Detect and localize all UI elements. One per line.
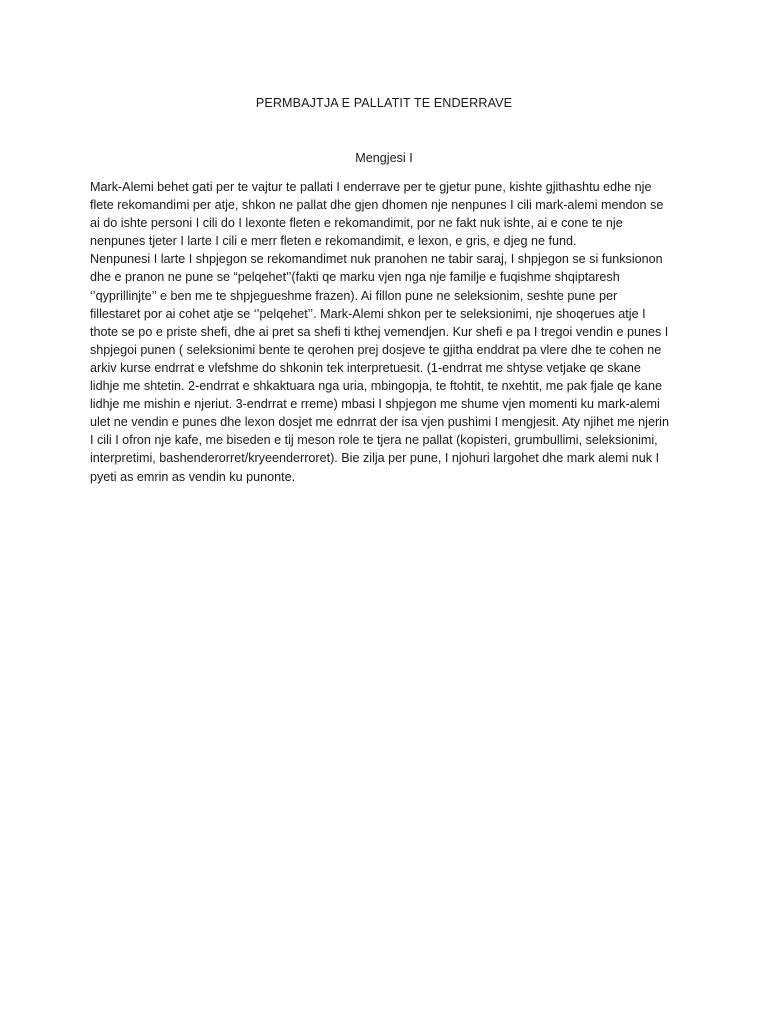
- text-line: shpjegoi punen ( seleksionimi bente te qerohen prej dosjeve te gjitha enddrat pa vlere dhe te cohen ne: [90, 342, 662, 357]
- text-line: Nenpunesi I larte I shpjegon se rekomandimet nuk pranohen ne tabir saraj, I shpjegon se si funksionon: [90, 252, 663, 267]
- text-line: Mark-Alemi behet gati per te vajtur te pallati I enderrave per te gjetur pune, kishte gjithashtu edhe nje: [90, 180, 652, 194]
- text-line: fillestaret por ai cohet atje se ‘’pelqehet’’. Mark-Alemi shkon per te seleksionimi, nje shoqerues atje I: [90, 306, 646, 321]
- text-line: arkiv kurse endrrat e vlefshme do shkonin tek interpretuesit. (1-endrrat me shtyse vetjake qe skane: [90, 360, 641, 375]
- text-line: lidhje me shtetin. 2-endrrat e shkaktuara nga uria, mbingopja, te ftohtit, te nxehtit, me pak fjale qe kane: [90, 379, 662, 394]
- text-line: lidhje me mishin e njeriut. 3-endrrat e rreme) mbasi I shpjegon me shume vjen momenti ku mark-alemi: [90, 397, 660, 412]
- body-text: [90, 178, 690, 486]
- text-line: ‘’qyprillinjte’’ e ben me te shpjegueshme frazen). Ai fillon pune ne seleksionim, seshte pune per: [90, 288, 618, 303]
- text-line: I cili I ofron nje kafe, me biseden e tij meson role te tjera ne pallat (kopisteri, grumbullimi, seleksionimi,: [90, 433, 658, 448]
- text-line: ulet ne vendin e punes dhe lexon dosjet me ednrrat der isa vjen pushimi I mengjesit. Aty njihet me njerin: [90, 415, 669, 430]
- text-line: interpretimi, bashenderorret/kryeenderroret). Bie zilja per pune, I njohuri largohet dhe mark alemi nuk I: [90, 451, 660, 466]
- text-line: flete rekomandimi per atje, shkon ne pallat dhe gjen dhomen nje nenpunes I cili mark-alemi mendon se: [90, 198, 664, 213]
- text-line: pyeti as emrin as vendin ku punonte.: [90, 469, 296, 484]
- text-line: dhe e pranon ne pune se “pelqehet’’(fakti qe marku vjen nga nje familje e fuqishme shqiptaresh: [90, 270, 620, 285]
- text-line: nenpunes tjeter I larte I cili e merr fleten e rekomandimit, e lexon, e gris, e djeg ne fund.: [90, 234, 577, 249]
- text-line: ai do ishte personi I cili do I lexonte fleten e rekomandimit, por ne fakt nuk ishte, ai e cone te nje: [90, 216, 623, 231]
- document-title: PERMBAJTJA E PALLATIT TE ENDERRAVE: [255, 96, 513, 110]
- chapter-heading: Mengjesi I: [355, 151, 413, 165]
- text-line: thote se po e priste shefi, dhe ai pret sa shefi ti kthej vemendjen. Kur shefi e pa I tregoi vendin e punes I: [90, 324, 669, 339]
